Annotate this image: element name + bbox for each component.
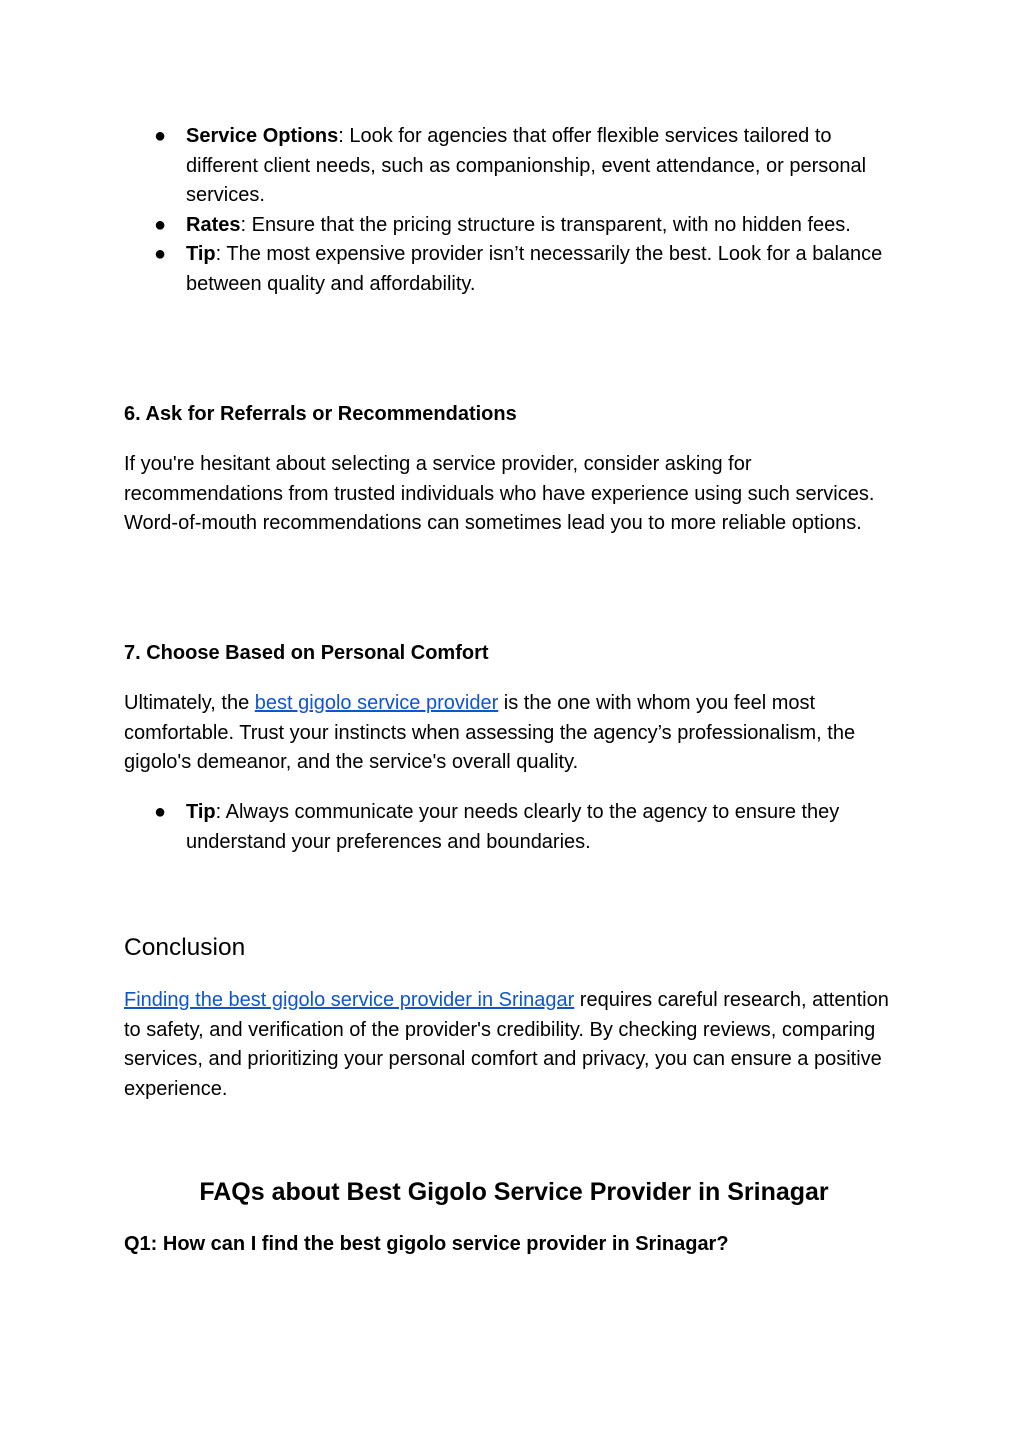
conclusion-body (124, 986, 904, 1104)
section7-body-after: is the one with whom you feel most comfortable. Trust your instincts when assessing the agency’s professionalism, the gigolo's demeanor, and the service's overall quality. (124, 692, 856, 774)
list-item (124, 122, 904, 211)
list-item (124, 211, 904, 241)
bullet-icon: ● (154, 213, 167, 236)
list-item (124, 240, 904, 299)
list-item-text: : Ensure that the pricing structure is transparent, with no hidden fees. (240, 213, 851, 236)
list-item-term: Tip (186, 801, 216, 823)
section6-body: If you're hesitant about selecting a service provider, consider asking for recommendations from trusted individuals who have experience using such services. Word-of-mouth recommendations can sometimes lead you to more reliable options. (124, 453, 875, 535)
best-gigolo-provider-link[interactable]: best gigolo service provider (254, 692, 499, 714)
faqs-heading: FAQs about Best Gigolo Service Provider in Srinagar (199, 1178, 829, 1206)
section7-body (124, 689, 904, 778)
section6-heading: 6. Ask for Referrals or Recommendations (124, 403, 517, 425)
section7-tip-list (124, 798, 904, 857)
conclusion-heading: Conclusion (124, 934, 246, 961)
list-item-term: Tip (186, 243, 216, 266)
section7-body-before: Ultimately, the (124, 692, 255, 714)
top-bullet-list (124, 122, 904, 300)
bullet-icon: ● (154, 243, 167, 266)
finding-best-provider-link[interactable]: Finding the best gigolo service provider in Srinagar (124, 989, 575, 1011)
conclusion-body-after: requires careful research, attention to safety, and verification of the provider's credibility. By checking reviews, comparing services, and prioritizing your personal comfort and privacy, you can ensure a positive experience. (124, 989, 889, 1100)
list-item (124, 798, 904, 857)
list-item-text: : The most expensive provider isn’t necessarily the best. Look for a balance between quality and affordability. (186, 243, 883, 295)
bullet-icon: ● (154, 125, 167, 147)
list-item-term: Rates (186, 213, 241, 236)
list-item-term: Service Options (186, 125, 339, 147)
list-item-text: : Always communicate your needs clearly to the agency to ensure they understand your preferences and boundaries. (186, 801, 840, 853)
faq-question-1: Q1: How can I find the best gigolo service provider in Srinagar? (124, 1233, 729, 1255)
section7-heading: 7. Choose Based on Personal Comfort (124, 642, 489, 664)
bullet-icon: ● (154, 801, 167, 823)
list-item-text: : Look for agencies that offer flexible services tailored to different client needs, such as companionship, event attendance, or personal services. (186, 125, 867, 207)
